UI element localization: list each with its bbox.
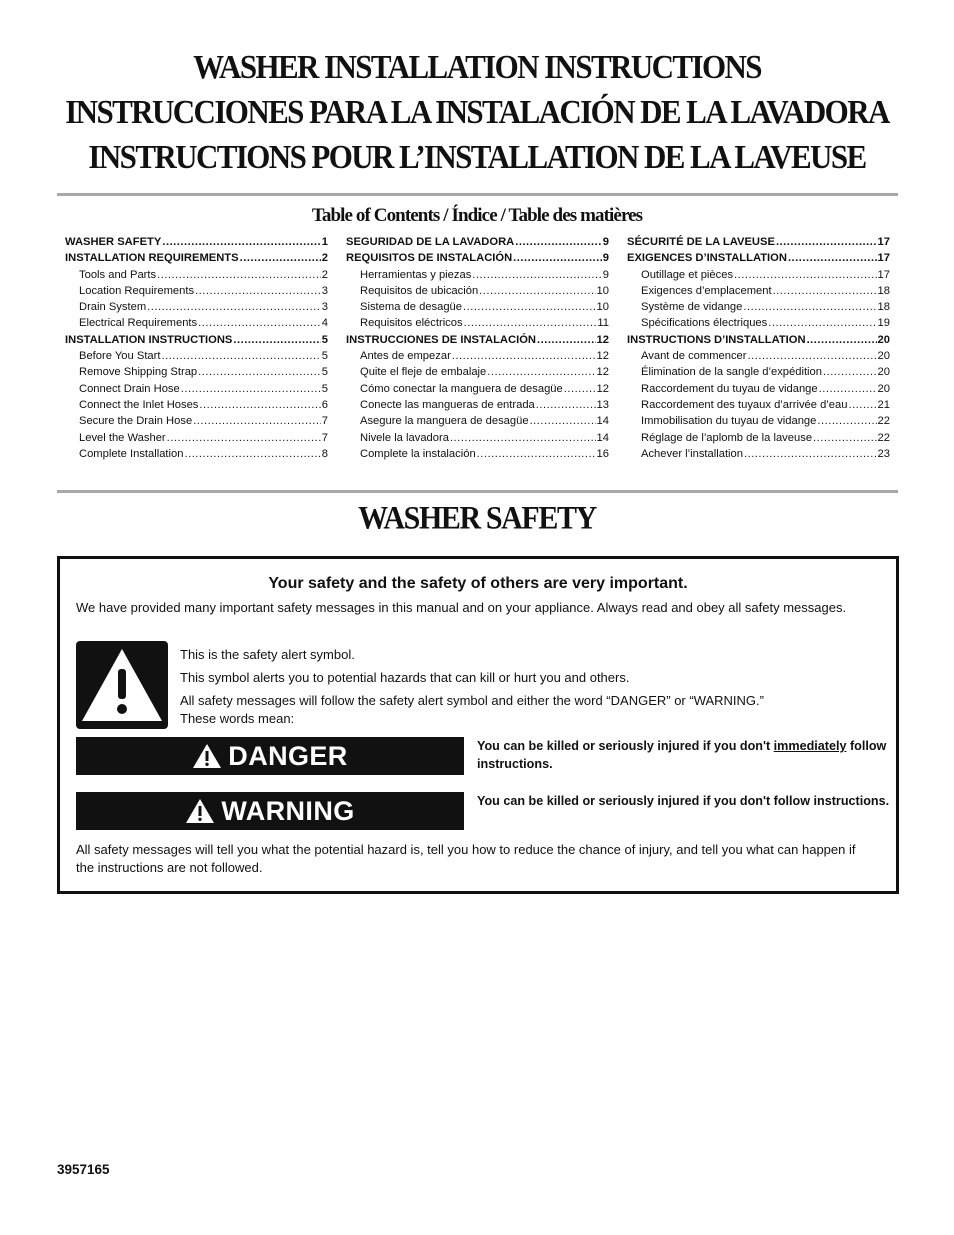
toc-entry [65, 315, 328, 331]
toc-entry [65, 397, 328, 413]
toc-entry-page: 12 [596, 333, 609, 346]
safety-box [57, 556, 899, 894]
toc-entry-label: Electrical Requirements [79, 317, 198, 330]
danger-text: follow instructions. [477, 739, 887, 771]
toc-leader-dots [161, 348, 320, 364]
toc-column-english [65, 234, 328, 462]
toc-entry-label: Asegure la manguera de desagüe [360, 415, 529, 428]
middle-divider [57, 490, 898, 493]
toc-entry-page: 5 [321, 382, 328, 395]
toc-entry-label: Raccordement du tuyau de vidange [641, 382, 818, 395]
danger-meaning [477, 737, 897, 773]
toc-entry-label: Immobilisation du tuyau de vidange [641, 415, 817, 428]
toc-leader-dots [233, 332, 320, 348]
toc-entry-page: 14 [596, 431, 609, 444]
toc-entry-label: WASHER SAFETY [65, 236, 162, 248]
toc-entry-page: 2 [321, 268, 328, 281]
toc-entry-label: Système de vidange [641, 301, 743, 314]
toc-entry-label: Secure the Drain Hose [79, 415, 193, 428]
toc-entry [627, 332, 890, 348]
toc-leader-dots [199, 397, 320, 413]
safety-closing: All safety messages will tell you what the potential hazard is, tell you how to reduce the chance of injury, and tell you what can happen if the instructions are not followed. [76, 842, 856, 875]
toc-leader-dots [848, 397, 876, 413]
toc-entry-page: 19 [877, 317, 890, 330]
toc-entry-label: Requisitos de ubicación [360, 284, 479, 297]
toc-leader-dots [513, 250, 602, 266]
toc-entry-label: Remove Shipping Strap [79, 366, 198, 379]
toc-entry-page: 9 [602, 236, 609, 248]
toc-entry [65, 299, 328, 315]
safety-intro: We have provided many important safety messages in this manual and on your appliance. Always read and obey all safety messages. [76, 600, 847, 615]
toc-leader-dots [743, 299, 876, 315]
toc-leader-dots [240, 250, 321, 266]
toc-leader-dots [537, 332, 596, 348]
toc-entry-page: 12 [596, 366, 609, 379]
toc-leader-dots [167, 430, 321, 446]
symbol-explanation [180, 646, 860, 733]
toc-entry [346, 413, 609, 429]
toc-entry-page: 10 [596, 284, 609, 297]
toc-leader-dots [813, 430, 877, 446]
toc-entry [627, 315, 890, 331]
toc-entry-page: 4 [321, 317, 328, 330]
toc-entry [627, 267, 890, 283]
toc-entry [346, 299, 609, 315]
toc-leader-dots [823, 364, 877, 380]
toc-entry [65, 364, 328, 380]
toc-entry-page: 7 [321, 415, 328, 428]
toc-entry-label: Élimination de la sangle d’expédition [641, 366, 822, 379]
toc-entry-page: 3 [321, 284, 328, 297]
warning-meaning: You can be killed or seriously injured if you don't follow instructions. [477, 794, 890, 808]
toc-entry-page: 18 [877, 301, 890, 314]
toc-entry-page: 12 [596, 350, 609, 363]
toc-entry [346, 446, 609, 462]
toc-entry-label: Drain System [79, 301, 147, 314]
toc-entry-label: Connect Drain Hose [79, 382, 180, 395]
toc-entry-page: 17 [877, 252, 890, 265]
toc-entry-label: Nivele la lavadora [360, 431, 449, 444]
toc-entry-page: 5 [321, 366, 328, 379]
toc-entry [346, 348, 609, 364]
toc-entry-label: EXIGENCES D’INSTALLATION [627, 252, 787, 265]
toc-leader-dots [452, 348, 596, 364]
toc-entry [627, 430, 890, 446]
toc-entry [627, 348, 890, 364]
toc-entry-page: 14 [596, 415, 609, 428]
toc-entry [65, 332, 328, 348]
toc-entry-page: 20 [877, 333, 890, 346]
toc-leader-dots [788, 250, 877, 266]
toc-entry-label: Location Requirements [79, 284, 195, 297]
toc-entry [346, 283, 609, 299]
symbol-line: This is the safety alert symbol. [180, 647, 355, 662]
toc-entry-label: Raccordement des tuyaux d’arrivée d’eau [641, 398, 848, 411]
toc-entry-label: Exigences d’emplacement [641, 284, 772, 297]
toc-entry [627, 413, 890, 429]
toc-heading: Table of Contents / Índice / Table des matières [311, 205, 643, 226]
toc-entry-label: INSTALLATION REQUIREMENTS [65, 252, 239, 265]
toc-leader-dots [734, 267, 877, 283]
toc-entry-page: 20 [877, 382, 890, 395]
toc-entry-label: SÉCURITÉ DE LA LAVEUSE [627, 236, 775, 248]
toc-entry-page: 7 [321, 431, 328, 444]
danger-word: DANGER [228, 740, 348, 771]
toc-entry [65, 234, 328, 250]
toc-entry [65, 283, 328, 299]
toc-leader-dots [536, 397, 596, 413]
toc-leader-dots [530, 413, 596, 429]
toc-entry-page: 3 [321, 301, 328, 314]
toc-entry-page: 17 [877, 268, 890, 281]
toc-entry [627, 446, 890, 462]
toc-entry-label: Quite el fleje de embalaje [360, 366, 487, 379]
toc-entry [65, 267, 328, 283]
toc-entry-page: 9 [602, 268, 609, 281]
toc-entry-label: Tools and Parts [79, 268, 157, 281]
toc-leader-dots [472, 267, 601, 283]
toc-column-french [627, 234, 890, 462]
toc-entry-label: INSTRUCTIONS D’INSTALLATION [627, 333, 806, 346]
toc-entry-page: 5 [321, 333, 328, 346]
toc-entry [65, 348, 328, 364]
toc-entry-page: 11 [597, 317, 609, 330]
toc-entry [65, 381, 328, 397]
toc-entry-label: Achever l’installation [641, 447, 743, 460]
toc-entry [346, 364, 609, 380]
toc-leader-dots [198, 315, 321, 331]
symbol-line: This symbol alerts you to potential hazards that can kill or hurt you and others. [180, 670, 630, 685]
toc-leader-dots [768, 315, 876, 331]
toc-leader-dots [807, 332, 877, 348]
toc-entry [65, 446, 328, 462]
toc-leader-dots [195, 283, 321, 299]
toc-leader-dots [748, 348, 877, 364]
toc-entry-label: Spécifications électriques [641, 317, 768, 330]
toc-leader-dots [564, 381, 596, 397]
toc-leader-dots [147, 299, 321, 315]
toc-entry-label: Connect the Inlet Hoses [79, 398, 199, 411]
toc-entry [65, 250, 328, 266]
toc-entry [627, 299, 890, 315]
safety-headline: Your safety and the safety of others are very important. [268, 575, 688, 592]
toc-entry [346, 397, 609, 413]
toc-leader-dots [776, 234, 877, 250]
toc-entry-page: 20 [877, 350, 890, 363]
toc-leader-dots [181, 381, 321, 397]
toc-entry [627, 381, 890, 397]
toc-entry [627, 234, 890, 250]
toc-leader-dots [477, 446, 596, 462]
toc-entry-label: Level the Washer [79, 431, 166, 444]
toc-leader-dots [157, 267, 321, 283]
toc-entry-label: Complete la instalación [360, 447, 476, 460]
toc-entry-label: Cómo conectar la manguera de desagüe [360, 382, 563, 395]
alert-triangle-icon [192, 743, 222, 769]
washer-safety-title: WASHER SAFETY [358, 500, 596, 537]
toc-entry [346, 315, 609, 331]
toc-leader-dots [193, 413, 321, 429]
toc-entry-page: 22 [877, 431, 890, 444]
toc-entry-label: Avant de commencer [641, 350, 747, 363]
toc-entry [346, 234, 609, 250]
toc-entry-page: 21 [877, 398, 890, 411]
toc-entry-label: Herramientas y piezas [360, 268, 472, 281]
toc-entry-label: REQUISITOS DE INSTALACIÓN [346, 252, 513, 265]
toc-leader-dots [487, 364, 595, 380]
toc-entry-page: 9 [602, 252, 609, 265]
toc-leader-dots [464, 315, 597, 331]
toc-entry [627, 250, 890, 266]
toc-entry-label: Complete Installation [79, 447, 184, 460]
safety-alert-icon [76, 641, 168, 729]
toc-entry [65, 413, 328, 429]
toc-entry-page: 2 [321, 252, 328, 265]
toc-entry-label: Conecte las mangueras de entrada [360, 398, 535, 411]
title-spanish: INSTRUCCIONES PARA LA INSTALACIÓN DE LA LAVADORA [65, 92, 889, 131]
toc-entry-label: Réglage de l’aplomb de la laveuse [641, 431, 813, 444]
toc-entry-label: SEGURIDAD DE LA LAVADORA [346, 236, 515, 248]
toc-entry-page: 18 [877, 284, 890, 297]
symbol-line: These words mean: [180, 711, 295, 726]
alert-triangle-icon [185, 798, 215, 824]
toc-leader-dots [773, 283, 877, 299]
toc-entry [65, 430, 328, 446]
toc-leader-dots [450, 430, 596, 446]
toc-leader-dots [184, 446, 320, 462]
title-english: WASHER INSTALLATION INSTRUCTIONS [193, 47, 761, 86]
toc-entry [346, 332, 609, 348]
document-number: 3957165 [57, 1162, 110, 1177]
toc-leader-dots [162, 234, 320, 250]
warning-word: WARNING [221, 795, 355, 826]
toc-entry-page: 12 [596, 382, 609, 395]
toc-entry [346, 430, 609, 446]
toc-entry-page: 22 [877, 415, 890, 428]
toc-entry-page: 1 [321, 236, 328, 248]
toc-entry-page: 6 [321, 398, 328, 411]
toc-entry-label: Outillage et pièces [641, 268, 734, 281]
toc-entry [627, 397, 890, 413]
toc-entry-label: Requisitos eléctricos [360, 317, 463, 330]
toc-entry [346, 381, 609, 397]
title-french: INSTRUCTIONS POUR L’INSTALLATION DE LA LAVEUSE [88, 137, 866, 176]
toc-leader-dots [463, 299, 596, 315]
toc-leader-dots [819, 381, 877, 397]
toc-entry-page: 16 [596, 447, 609, 460]
toc-entry-page: 5 [321, 350, 328, 363]
warning-label [76, 792, 464, 830]
toc-leader-dots [744, 446, 877, 462]
symbol-line: All safety messages will follow the safety alert symbol and either the word “DANGER” or “WARNING.” [180, 693, 764, 708]
top-divider [57, 193, 898, 196]
danger-text: You can be killed or seriously injured if you don't [477, 739, 774, 753]
toc-column-spanish [346, 234, 609, 462]
toc-entry-page: 8 [321, 447, 328, 460]
toc-entry [627, 364, 890, 380]
toc-entry-label: Before You Start [79, 350, 161, 363]
toc-entry-page: 20 [877, 366, 890, 379]
toc-entry-label: INSTALLATION INSTRUCTIONS [65, 333, 233, 346]
toc-entry-label: INSTRUCCIONES DE INSTALACIÓN [346, 333, 536, 346]
toc-entry [346, 267, 609, 283]
toc-leader-dots [817, 413, 876, 429]
toc-entry [627, 283, 890, 299]
toc-entry-page: 17 [877, 236, 890, 248]
toc-entry-page: 10 [596, 301, 609, 314]
toc-leader-dots [515, 234, 602, 250]
toc-entry-label: Antes de empezar [360, 350, 451, 363]
toc-entry-page: 23 [877, 447, 890, 460]
toc-entry-label: Sistema de desagüe [360, 301, 462, 314]
toc-leader-dots [479, 283, 595, 299]
danger-label [76, 737, 464, 775]
document-titles [0, 44, 954, 179]
toc-entry-page: 13 [596, 398, 609, 411]
toc-leader-dots [198, 364, 321, 380]
toc-entry [346, 250, 609, 266]
danger-text-emphasis: immediately [773, 739, 847, 753]
